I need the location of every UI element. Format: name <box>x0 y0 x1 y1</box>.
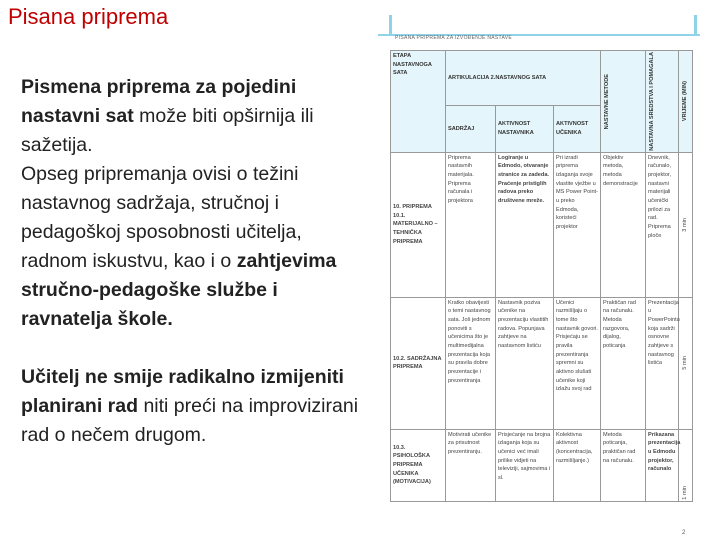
header-articulation: ARTIKULACIJA 2.NASTAVNOG SATA <box>446 51 601 106</box>
cell-content: Motivirati učenike za prisutnost prezentiranju. <box>446 429 496 501</box>
cell-methods: Praktičan rad na računalu. Metoda razgovora, dijalog, poticanja <box>601 297 646 429</box>
paragraph-3-bold: Učitelj ne smije radikalno izmijeniti planirani rad <box>21 366 344 417</box>
header-student: AKTIVNOST UČENIKA <box>554 106 601 153</box>
slide-title: Pisana priprema <box>8 4 169 29</box>
slide-body <box>21 73 366 450</box>
page-number: 2 <box>682 530 686 536</box>
header-time: VRIJEME (MIN) <box>682 81 689 122</box>
header-aids: NASTAVNA SREDSTVA I POMAGALA <box>649 52 656 151</box>
cell-teacher: Prisjećanje na brojna izlaganja koja su učenici već imali prilike vidjeti na televiziji, sajmovima i sl. <box>496 429 554 501</box>
cell-aids: Prikazana prezentacija u Edmodu projektor, računalo <box>646 429 679 501</box>
paragraph-1-text: može biti opširnija ili sažetija. <box>21 105 314 156</box>
cell-content: Kratko obavijesti o temi nastavnog sata. Još jednom ponoviti s učenicima što je multimedijalna prezentacija koja su pravila dobre prezentacije i prezentiranja <box>446 297 496 429</box>
cell-teacher: Nastavnik poziva učenike na prezentaciju vlastitih radova. Popunjava zahtjeve na nastavnom listiću <box>496 297 554 429</box>
cell-aids: Prezentacija u PowerPointu koja sadrži osnovne zahtjeve s nastavnog listića <box>646 297 679 429</box>
paragraph-2-text: Opseg pripremanja ovisi o težini nastavnog sadržaja, stručnoj i pedagoškoj sposobnosti učitelja, radnom iskustvu, kao i o <box>21 163 302 272</box>
paragraph-3-text: niti preći na improvizirani rad o nečem drugom. <box>21 395 359 446</box>
cell-stage: 10.2. SADRŽAJNA PRIPREMA <box>391 297 446 429</box>
cell-methods: Objektiv metoda, metoda demonstracije <box>601 152 646 297</box>
table-row <box>391 429 693 501</box>
paragraph-3 <box>21 363 366 450</box>
paragraph-1-bold: Pismena priprema za pojedini nastavni sat <box>21 76 297 127</box>
header-content: SADRŽAJ <box>446 106 496 153</box>
cell-time: 5 min <box>682 356 689 371</box>
cell-student: Pri izradi priprema izlaganja svoje vlastite vježbe u MS Power Point-u preko Edmoda, koristeći projektor <box>554 152 601 297</box>
cell-teacher: Logiranje u Edmodo, otvaranje stranice za zadeda. Praćenje pristiglih radova preko društvene mreže. <box>496 152 554 297</box>
cell-student: Učenici razmišljaju o tome što nastavnik govori. Prisjećaju se pravila prezentiranja spremni su aktivno slušati učenike koji izlažu svoj rad <box>554 297 601 429</box>
decorative-line <box>389 15 392 35</box>
cell-stage: 10. PRIPREMA 10.1. MATERIJALNO – TEHNIČKA PRIPREMA <box>391 152 446 297</box>
decorative-line <box>694 15 697 35</box>
cell-content: Priprema nastavnih materijala. Priprema računala i projektora <box>446 152 496 297</box>
table-row <box>391 297 693 429</box>
lesson-plan-table <box>390 50 693 502</box>
cell-stage: 10.3. PSIHOLOŠKA PRIPREMA UČENIKA (MOTIVACIJA) <box>391 429 446 501</box>
cell-time: 3 min <box>682 217 689 232</box>
cell-time: 1 min <box>682 486 689 500</box>
cell-student: Kolektivna aktivnost (koncentracija, razmišljanje.) <box>554 429 601 501</box>
paragraph-2-bold: zahtjevima stručno-pedagoške službe i ravnatelja škole. <box>21 250 337 330</box>
table-caption: PISANA PRIPREMA ZA IZVOĐENJE NASTAVE <box>395 35 513 41</box>
header-stage: ETAPA NASTAVNOGA SATA <box>391 51 446 153</box>
header-teacher: AKTIVNOST NASTAVNIKA <box>496 106 554 153</box>
table-row <box>391 152 693 297</box>
header-methods: NASTAVNE METODE <box>604 73 611 130</box>
paragraph-2 <box>21 160 366 334</box>
cell-aids: Dnevnik, računalo, projektor, nastavni materijali učenički prilozi za rad. Priprema ploče <box>646 152 679 297</box>
cell-methods: Metoda poticanja, praktičan rad na računalu. <box>601 429 646 501</box>
paragraph-1 <box>21 73 366 160</box>
